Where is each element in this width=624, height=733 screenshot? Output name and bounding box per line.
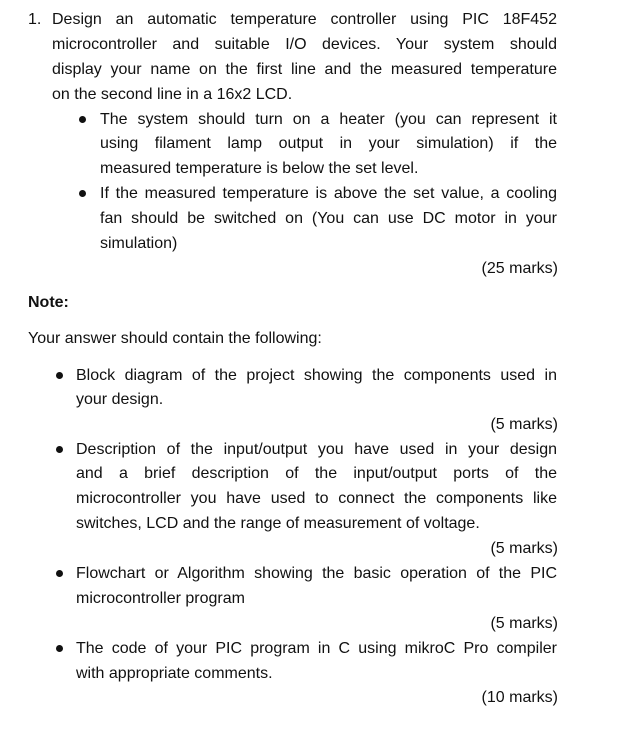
- answer-item-2-line-4: switches, LCD and the range of measurement of voltage.: [76, 515, 480, 532]
- requirement-1-line-3: measured temperature is below the set level.: [100, 160, 419, 177]
- question-number: 1.: [28, 11, 42, 28]
- question-marks: (25 marks): [481, 260, 558, 277]
- bullet-dot-icon: [56, 570, 63, 577]
- requirement-1-line-2: using filament lamp output in your simulation) if the: [100, 135, 557, 152]
- answer-item-2-line-3: microcontroller you have used to connect the components like: [76, 490, 557, 507]
- question-line-2: microcontroller and suitable I/O devices. Your system should: [52, 36, 557, 53]
- requirement-2-line-3: simulation): [100, 235, 178, 252]
- requirement-2-line-2: fan should be switched on (You can use DC motor in your: [100, 210, 557, 227]
- answer-item-3-line-2: microcontroller program: [76, 590, 245, 607]
- bullet-dot-icon: [56, 446, 63, 453]
- answer-item-4-line-2: with appropriate comments.: [76, 665, 273, 682]
- question-line-4: on the second line in a 16x2 LCD.: [52, 86, 293, 103]
- answer-item-1-marks: (5 marks): [490, 416, 558, 433]
- bullet-dot-icon: [56, 372, 63, 379]
- question-line-1: Design an automatic temperature controller using PIC 18F452: [52, 11, 557, 28]
- question-line-3: display your name on the first line and the measured temperature: [52, 61, 557, 78]
- requirement-2-line-1: If the measured temperature is above the set value, a cooling: [100, 185, 557, 202]
- answer-item-1-line-2: your design.: [76, 391, 164, 408]
- bullet-dot-icon: [56, 645, 63, 652]
- answer-item-2-marks: (5 marks): [490, 540, 558, 557]
- bullet-dot-icon: [79, 190, 86, 197]
- answer-item-4-line-1: The code of your PIC program in C using mikroC Pro compiler: [76, 640, 557, 657]
- note-heading: Note:: [28, 294, 69, 311]
- answer-item-2-line-2: and a brief description of the input/output ports of the: [76, 465, 557, 482]
- requirement-1-line-1: The system should turn on a heater (you can represent it: [100, 111, 557, 128]
- answer-item-4-marks: (10 marks): [481, 689, 558, 706]
- answer-item-3-marks: (5 marks): [490, 615, 558, 632]
- answer-item-2-line-1: Description of the input/output you have used in your design: [76, 441, 557, 458]
- answer-item-1-line-1: Block diagram of the project showing the components used in: [76, 367, 557, 384]
- bullet-dot-icon: [79, 116, 86, 123]
- note-intro: Your answer should contain the following:: [28, 330, 322, 347]
- answer-item-3-line-1: Flowchart or Algorithm showing the basic operation of the PIC: [76, 565, 557, 582]
